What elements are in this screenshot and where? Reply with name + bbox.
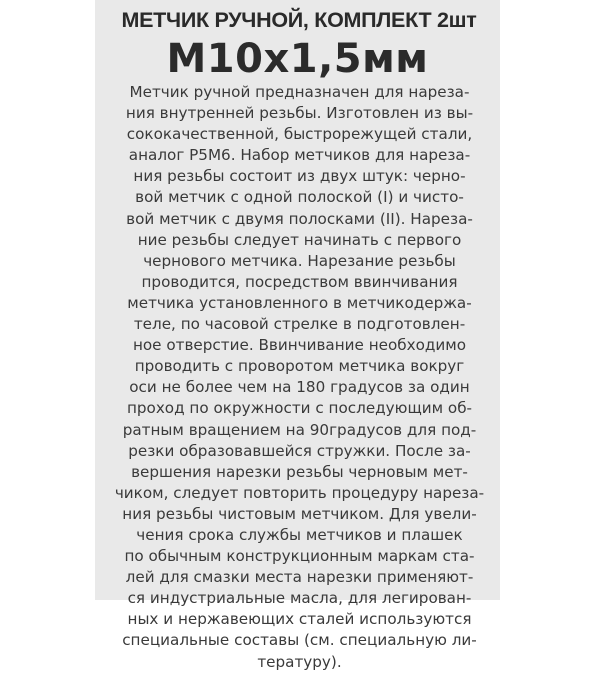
thread-size: М10х1,5мм [166, 36, 429, 82]
text-line: проход по окружности с последующим об- [126, 399, 473, 418]
text-line: по обычным конструкционным маркам ста- [124, 547, 475, 566]
text-line: резки образовавшейся стружки. После за- [128, 441, 471, 460]
text-line: тературу). [257, 652, 342, 671]
text-line: ния внутренней резьбы. Изготовлен из вы- [125, 104, 474, 123]
text-line: ных и нержавеющих сталей используются [127, 610, 472, 629]
text-line: сококачественной, быстрорежущей стали, [126, 125, 473, 144]
text-line: чения срока службы метчиков и плашек [136, 525, 463, 544]
text-line: лей для смазки места нарезки применяют- [125, 568, 474, 587]
text-line: вершения нарезки резьбы черновым мет- [131, 462, 468, 481]
text-line: аналог Р5М6. Набор метчиков для нареза- [128, 146, 471, 165]
text-line: ния резьбы состоит из двух штук: черно- [133, 167, 466, 186]
text-line: Метчик ручной предназначен для нареза- [129, 83, 470, 101]
text-line: проводить с проворотом метчика вокруг [134, 357, 465, 376]
text-line: ное отверстие. Ввинчивание необходимо [132, 336, 467, 355]
text-line: теле, по часовой стрелке в подготовлен- [133, 315, 466, 334]
product-title: МЕТЧИК РУЧНОЙ, КОМПЛЕКТ 2шт [121, 8, 477, 32]
text-line: специальные составы (см. специальную ли- [122, 631, 477, 650]
text-line: чиком, следует повторить процедуру нареза- [114, 483, 485, 502]
product-label [95, 0, 500, 671]
description-text [102, 82, 497, 673]
text-line: ния резьбы чистовым метчиком. Для увели- [122, 504, 477, 523]
text-line: метчика установленного в метчикодержа- [127, 293, 472, 312]
text-line: оси не более чем на 180 градусов за один [129, 378, 470, 397]
text-line: ние резьбы следует начинать с первого [137, 230, 462, 249]
text-line: чернового метчика. Нарезание резьбы [143, 251, 456, 270]
text-line: вой метчик с двумя полосками (II). Нареза- [126, 209, 473, 228]
text-line: ратным вращением на 90градусов для под- [122, 420, 477, 439]
text-line: вой метчик с одной полоской (I) и чисто- [135, 188, 464, 207]
text-line: ся индустриальные масла, для легирован- [127, 589, 472, 608]
text-line: проводится, посредством ввинчивания [141, 272, 458, 291]
